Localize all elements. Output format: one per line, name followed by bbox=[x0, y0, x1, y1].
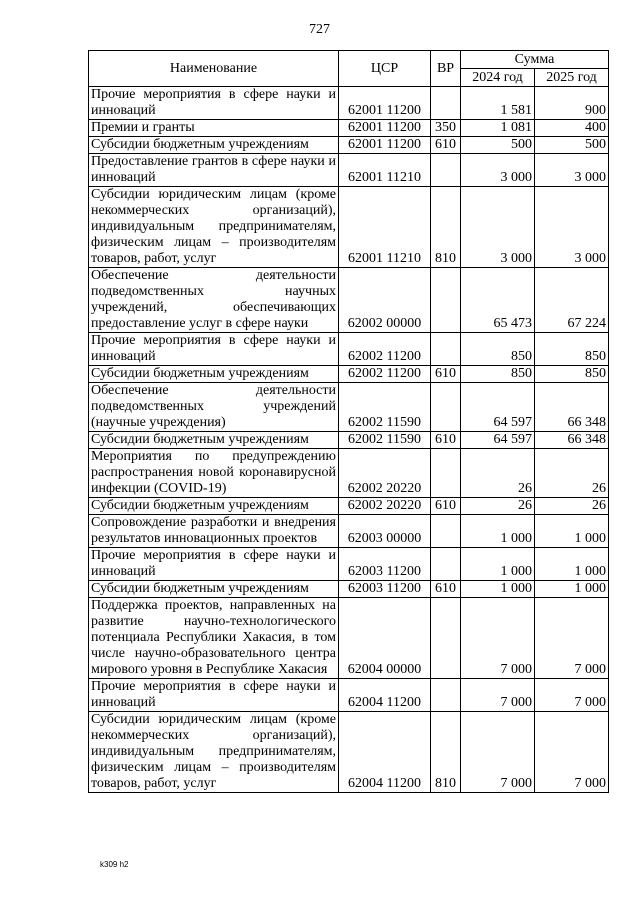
header-vr: ВР bbox=[431, 51, 461, 87]
row-vr-code: 610 bbox=[431, 498, 461, 515]
row-csr-code: 62001 11200 bbox=[339, 137, 431, 154]
row-csr-code: 62002 20220 bbox=[339, 498, 431, 515]
row-amount-2024: 500 bbox=[461, 137, 535, 154]
row-amount-2025: 26 bbox=[535, 449, 609, 498]
table-row bbox=[89, 333, 609, 366]
row-vr-code bbox=[431, 548, 461, 581]
row-amount-2024: 1 000 bbox=[461, 548, 535, 581]
row-name: Прочие мероприятия в сфере науки и инноваций bbox=[89, 87, 339, 120]
table-body bbox=[89, 87, 609, 793]
row-csr-code: 62001 11210 bbox=[339, 187, 431, 268]
row-vr-code: 810 bbox=[431, 187, 461, 268]
row-amount-2025: 850 bbox=[535, 333, 609, 366]
row-csr-code: 62003 11200 bbox=[339, 581, 431, 598]
table-row bbox=[89, 548, 609, 581]
row-name: Обеспечение деятельности подведомственных учреждений (научные учреждения) bbox=[89, 383, 339, 432]
row-amount-2025: 7 000 bbox=[535, 712, 609, 793]
header-year-2025: 2025 год bbox=[535, 69, 609, 87]
row-csr-code: 62004 11200 bbox=[339, 679, 431, 712]
row-amount-2025: 3 000 bbox=[535, 187, 609, 268]
table-row bbox=[89, 581, 609, 598]
budget-table bbox=[88, 50, 609, 793]
row-csr-code: 62001 11200 bbox=[339, 87, 431, 120]
table-row bbox=[89, 137, 609, 154]
table-row bbox=[89, 87, 609, 120]
row-amount-2024: 1 000 bbox=[461, 581, 535, 598]
row-name: Субсидии бюджетным учреждениям bbox=[89, 581, 339, 598]
row-amount-2025: 66 348 bbox=[535, 383, 609, 432]
table-row bbox=[89, 120, 609, 137]
row-vr-code bbox=[431, 449, 461, 498]
row-amount-2024: 7 000 bbox=[461, 712, 535, 793]
table-row bbox=[89, 449, 609, 498]
row-amount-2024: 1 081 bbox=[461, 120, 535, 137]
row-name: Субсидии юридическим лицам (кроме некоммерческих организаций), индивидуальным предпринимателям, физическим лицам – производителям товаров, работ, услуг bbox=[89, 187, 339, 268]
row-amount-2024: 850 bbox=[461, 333, 535, 366]
row-amount-2024: 65 473 bbox=[461, 268, 535, 333]
row-amount-2025: 500 bbox=[535, 137, 609, 154]
row-csr-code: 62001 11210 bbox=[339, 154, 431, 187]
row-name: Поддержка проектов, направленных на развитие научно-технологического потенциала Республики Хакасия, в том числе научно-образовательного центра мирового уровня в Республике Хакасия bbox=[89, 598, 339, 679]
row-amount-2025: 1 000 bbox=[535, 581, 609, 598]
table-row bbox=[89, 432, 609, 449]
row-amount-2025: 1 000 bbox=[535, 548, 609, 581]
header-csr: ЦСР bbox=[339, 51, 431, 87]
row-amount-2024: 1 581 bbox=[461, 87, 535, 120]
row-amount-2024: 1 000 bbox=[461, 515, 535, 548]
row-amount-2025: 67 224 bbox=[535, 268, 609, 333]
row-csr-code: 62004 00000 bbox=[339, 598, 431, 679]
row-amount-2024: 3 000 bbox=[461, 187, 535, 268]
row-amount-2025: 7 000 bbox=[535, 598, 609, 679]
row-name: Прочие мероприятия в сфере науки и инноваций bbox=[89, 548, 339, 581]
table-row bbox=[89, 383, 609, 432]
row-name: Сопровождение разработки и внедрения результатов инновационных проектов bbox=[89, 515, 339, 548]
row-vr-code bbox=[431, 154, 461, 187]
row-name: Предоставление грантов в сфере науки и инноваций bbox=[89, 154, 339, 187]
row-csr-code: 62003 00000 bbox=[339, 515, 431, 548]
table-row bbox=[89, 515, 609, 548]
row-name: Субсидии бюджетным учреждениям bbox=[89, 137, 339, 154]
table-row bbox=[89, 679, 609, 712]
row-name: Субсидии бюджетным учреждениям bbox=[89, 498, 339, 515]
table-row bbox=[89, 598, 609, 679]
row-amount-2025: 7 000 bbox=[535, 679, 609, 712]
row-amount-2025: 400 bbox=[535, 120, 609, 137]
row-vr-code: 610 bbox=[431, 581, 461, 598]
table-row bbox=[89, 154, 609, 187]
row-amount-2024: 7 000 bbox=[461, 598, 535, 679]
row-amount-2024: 3 000 bbox=[461, 154, 535, 187]
row-amount-2024: 64 597 bbox=[461, 432, 535, 449]
header-sum: Сумма bbox=[461, 51, 609, 69]
row-vr-code: 810 bbox=[431, 712, 461, 793]
row-name: Обеспечение деятельности подведомственных научных учреждений, обеспечивающих предоставление услуг в сфере науки bbox=[89, 268, 339, 333]
row-csr-code: 62002 11200 bbox=[339, 333, 431, 366]
table-row bbox=[89, 498, 609, 515]
row-amount-2025: 900 bbox=[535, 87, 609, 120]
row-amount-2025: 850 bbox=[535, 366, 609, 383]
row-vr-code bbox=[431, 333, 461, 366]
row-csr-code: 62003 11200 bbox=[339, 548, 431, 581]
header-name: Наименование bbox=[89, 51, 339, 87]
table-row bbox=[89, 712, 609, 793]
table-row bbox=[89, 366, 609, 383]
row-amount-2024: 7 000 bbox=[461, 679, 535, 712]
row-amount-2025: 1 000 bbox=[535, 515, 609, 548]
row-csr-code: 62002 11200 bbox=[339, 366, 431, 383]
row-csr-code: 62002 11590 bbox=[339, 383, 431, 432]
row-csr-code: 62002 11590 bbox=[339, 432, 431, 449]
row-amount-2025: 26 bbox=[535, 498, 609, 515]
row-csr-code: 62001 11200 bbox=[339, 120, 431, 137]
row-amount-2024: 64 597 bbox=[461, 383, 535, 432]
row-vr-code bbox=[431, 87, 461, 120]
row-vr-code bbox=[431, 268, 461, 333]
header-year-2024: 2024 год bbox=[461, 69, 535, 87]
footer-code: k309 h2 bbox=[100, 860, 129, 869]
row-amount-2024: 850 bbox=[461, 366, 535, 383]
row-csr-code: 62004 11200 bbox=[339, 712, 431, 793]
table-row bbox=[89, 187, 609, 268]
row-amount-2024: 26 bbox=[461, 449, 535, 498]
row-vr-code bbox=[431, 598, 461, 679]
table-row bbox=[89, 268, 609, 333]
row-name: Субсидии бюджетным учреждениям bbox=[89, 432, 339, 449]
row-vr-code: 350 bbox=[431, 120, 461, 137]
row-csr-code: 62002 00000 bbox=[339, 268, 431, 333]
row-vr-code: 610 bbox=[431, 137, 461, 154]
row-vr-code: 610 bbox=[431, 366, 461, 383]
row-csr-code: 62002 20220 bbox=[339, 449, 431, 498]
row-vr-code bbox=[431, 515, 461, 548]
row-name: Субсидии юридическим лицам (кроме некоммерческих организаций), индивидуальным предпринимателям, физическим лицам – производителям товаров, работ, услуг bbox=[89, 712, 339, 793]
row-name: Премии и гранты bbox=[89, 120, 339, 137]
page-number: 727 bbox=[309, 22, 330, 37]
row-name: Субсидии бюджетным учреждениям bbox=[89, 366, 339, 383]
row-amount-2025: 66 348 bbox=[535, 432, 609, 449]
row-vr-code bbox=[431, 383, 461, 432]
row-amount-2025: 3 000 bbox=[535, 154, 609, 187]
row-name: Мероприятия по предупреждению распространения новой коронавирусной инфекции (COVID-19) bbox=[89, 449, 339, 498]
row-name: Прочие мероприятия в сфере науки и инноваций bbox=[89, 333, 339, 366]
row-vr-code bbox=[431, 679, 461, 712]
row-name: Прочие мероприятия в сфере науки и инноваций bbox=[89, 679, 339, 712]
row-vr-code: 610 bbox=[431, 432, 461, 449]
row-amount-2024: 26 bbox=[461, 498, 535, 515]
